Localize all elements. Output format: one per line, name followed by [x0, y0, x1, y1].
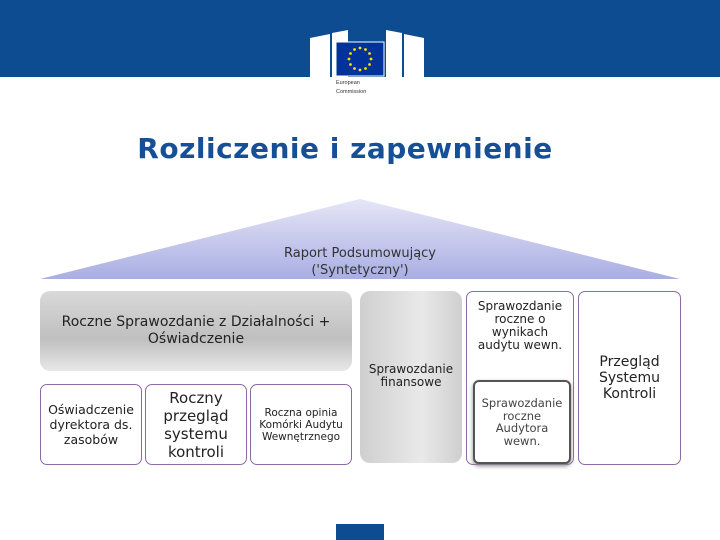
eu-star-icon — [364, 48, 367, 51]
financial-statement-box: Sprawozdanie finansowe — [360, 291, 462, 463]
eu-star-icon — [348, 58, 351, 61]
eu-star-icon — [359, 47, 362, 50]
internal-audit-report-box: Sprawozdanie roczne o wynikach audytu wewn. — [466, 291, 574, 465]
eu-star-icon — [364, 67, 367, 70]
eu-star-icon — [353, 67, 356, 70]
summary-report-label: Raport Podsumowujący ('Syntetyczny') — [284, 246, 436, 278]
eu-star-icon — [353, 48, 356, 51]
annual-activity-report-box: Roczne Sprawozdanie z Działalności + Oświadczenie — [40, 291, 352, 371]
eu-star-icon — [349, 63, 352, 66]
resource-director-declaration-box: Oświadczenie dyrektora ds. zasobów — [40, 384, 142, 465]
footer-bar — [336, 524, 384, 540]
logo-text-2: Commission — [336, 89, 367, 95]
eu-star-icon — [349, 52, 352, 55]
annual-control-review-box: Roczny przegląd systemu kontroli — [145, 384, 247, 465]
logo-text-1: European — [336, 80, 360, 86]
eu-star-icon — [368, 52, 371, 55]
eu-star-icon — [368, 63, 371, 66]
eu-star-icon — [359, 69, 362, 72]
page-title: Rozliczenie i zapewnienie — [137, 132, 553, 165]
internal-audit-opinion-box: Roczna opinia Komórki Audytu Wewnętrznego — [250, 384, 352, 465]
auditor-report-image: Sprawozdanie roczne Audytora wewn. — [473, 380, 571, 464]
control-system-review-box: Przegląd Systemu Kontroli — [578, 291, 681, 465]
eu-star-icon — [370, 58, 373, 61]
european-commission-logo — [308, 14, 426, 100]
